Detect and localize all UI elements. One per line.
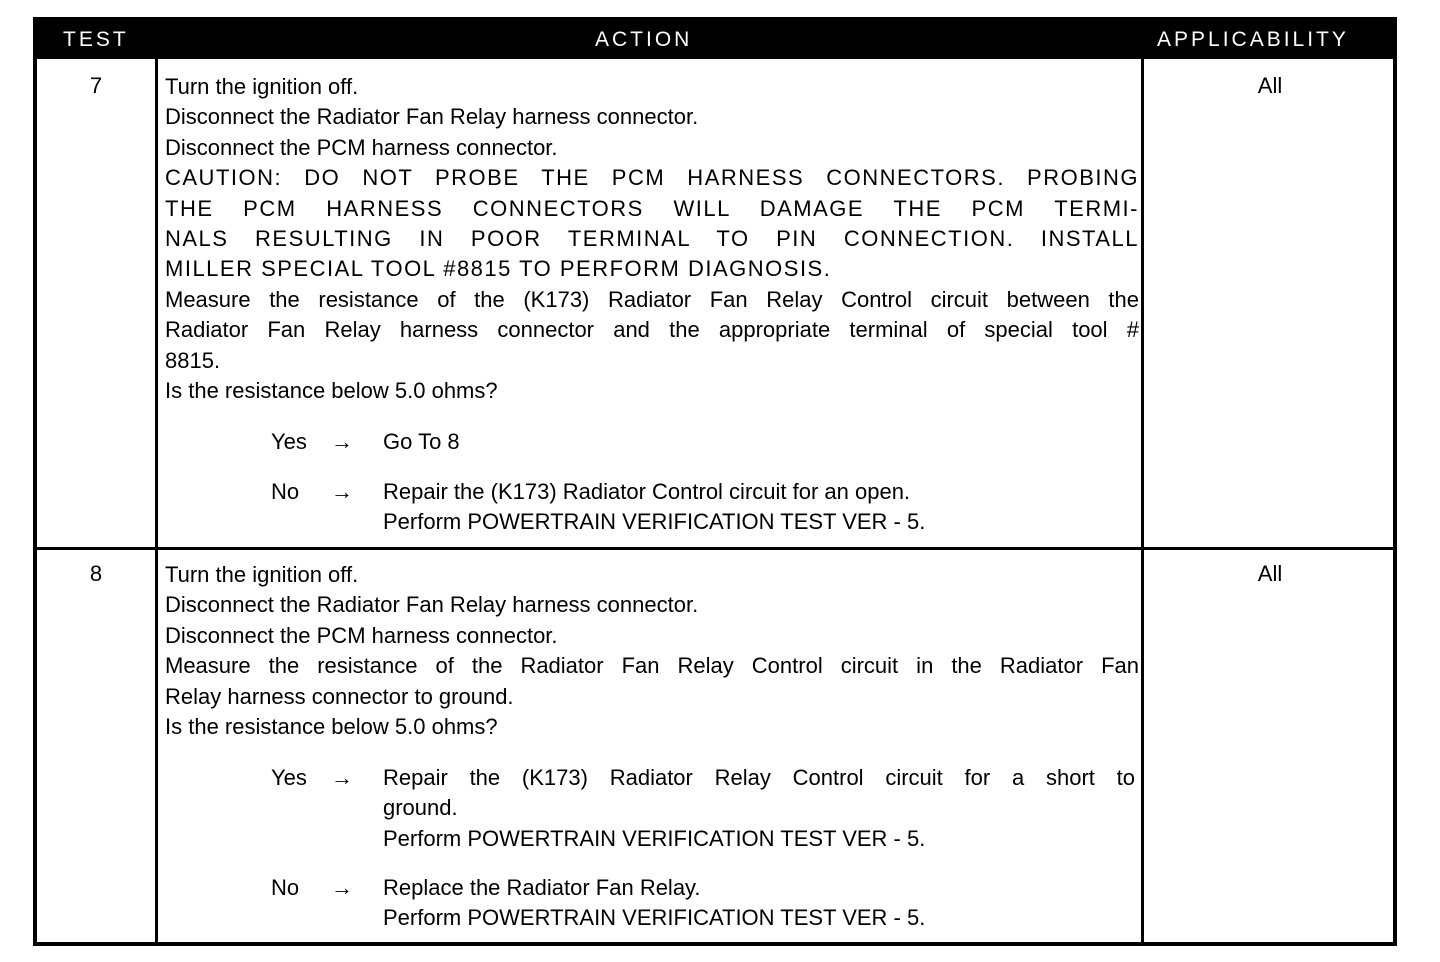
- header-action: ACTION: [595, 28, 693, 51]
- header-applicability: APPLICABILITY: [1157, 28, 1349, 51]
- right-arrow-icon: →: [331, 875, 353, 900]
- table-header: [37, 21, 1393, 59]
- action-line: Disconnect the Radiator Fan Relay harness connector.: [165, 104, 699, 130]
- outcome-result: [383, 477, 1135, 538]
- action-line: Disconnect the PCM harness connector.: [165, 622, 558, 648]
- caution-line: THE PCM HARNESS CONNECTORS WILL DAMAGE THE PCM TERMI-: [165, 195, 1139, 221]
- action-line: 8815.: [165, 347, 221, 373]
- action-line: Turn the ignition off.: [165, 74, 359, 99]
- column-divider-applicability: [1141, 59, 1144, 946]
- diagnostic-test-table: [33, 17, 1397, 946]
- action-line: Disconnect the PCM harness connector.: [165, 134, 558, 160]
- outcome-no: [271, 477, 1139, 539]
- header-test: TEST: [63, 28, 129, 51]
- outcome-line: Perform POWERTRAIN VERIFICATION TEST VER - 5.: [383, 905, 926, 931]
- right-arrow-icon: →: [331, 765, 353, 790]
- action-question: Is the resistance below 5.0 ohms?: [165, 378, 498, 404]
- action-line: Measure the resistance of the Radiator Fan Relay Control circuit in the Radiator Fan: [165, 653, 1139, 679]
- action-line: Radiator Fan Relay harness connector and the appropriate terminal of special tool #: [165, 317, 1139, 343]
- outcome-line: Repair the (K173) Radiator Control circuit for an open.: [383, 479, 911, 504]
- outcome-result: [383, 427, 1135, 457]
- right-arrow-icon: →: [331, 429, 353, 454]
- outcome-yes: [271, 763, 1139, 855]
- action-line: Turn the ignition off.: [165, 562, 359, 587]
- outcome-label: No: [271, 479, 300, 504]
- action-line: Relay harness connector to ground.: [165, 683, 514, 709]
- outcome-line: Perform POWERTRAIN VERIFICATION TEST VER - 5.: [383, 509, 926, 535]
- action-text: [165, 72, 1139, 406]
- test-number: 7: [89, 73, 103, 98]
- outcome-line: Replace the Radiator Fan Relay.: [383, 875, 701, 900]
- outcome-yes: [271, 427, 1139, 458]
- outcome-result: [383, 763, 1135, 854]
- applicability-value: All: [1257, 73, 1283, 98]
- outcome-line: Perform POWERTRAIN VERIFICATION TEST VER - 5.: [383, 825, 926, 851]
- outcome-label: Yes: [271, 429, 307, 454]
- action-line: Disconnect the Radiator Fan Relay harness connector.: [165, 592, 699, 618]
- caution-line: CAUTION: DO NOT PROBE THE PCM HARNESS CONNECTORS. PROBING: [165, 165, 1139, 191]
- action-text: [165, 560, 1139, 742]
- caution-line: MILLER SPECIAL TOOL #8815 TO PERFORM DIAGNOSIS.: [165, 256, 832, 282]
- outcome-label: Yes: [271, 765, 307, 790]
- outcome-line: Repair the (K173) Radiator Relay Control circuit for a short to: [383, 765, 1135, 790]
- row-divider: [37, 547, 1393, 550]
- column-divider-test: [155, 59, 158, 946]
- outcome-no: [271, 873, 1139, 935]
- action-question: Is the resistance below 5.0 ohms?: [165, 714, 498, 740]
- outcome-line: Go To 8: [383, 429, 460, 454]
- right-arrow-icon: →: [331, 479, 353, 504]
- outcome-line: ground.: [383, 795, 458, 821]
- outcome-label: No: [271, 875, 300, 900]
- outcome-result: [383, 873, 1135, 934]
- action-line: Measure the resistance of the (K173) Radiator Fan Relay Control circuit between the: [165, 286, 1139, 312]
- caution-line: NALS RESULTING IN POOR TERMINAL TO PIN CONNECTION. INSTALL: [165, 226, 1139, 252]
- test-number: 8: [89, 561, 103, 586]
- applicability-value: All: [1257, 561, 1283, 586]
